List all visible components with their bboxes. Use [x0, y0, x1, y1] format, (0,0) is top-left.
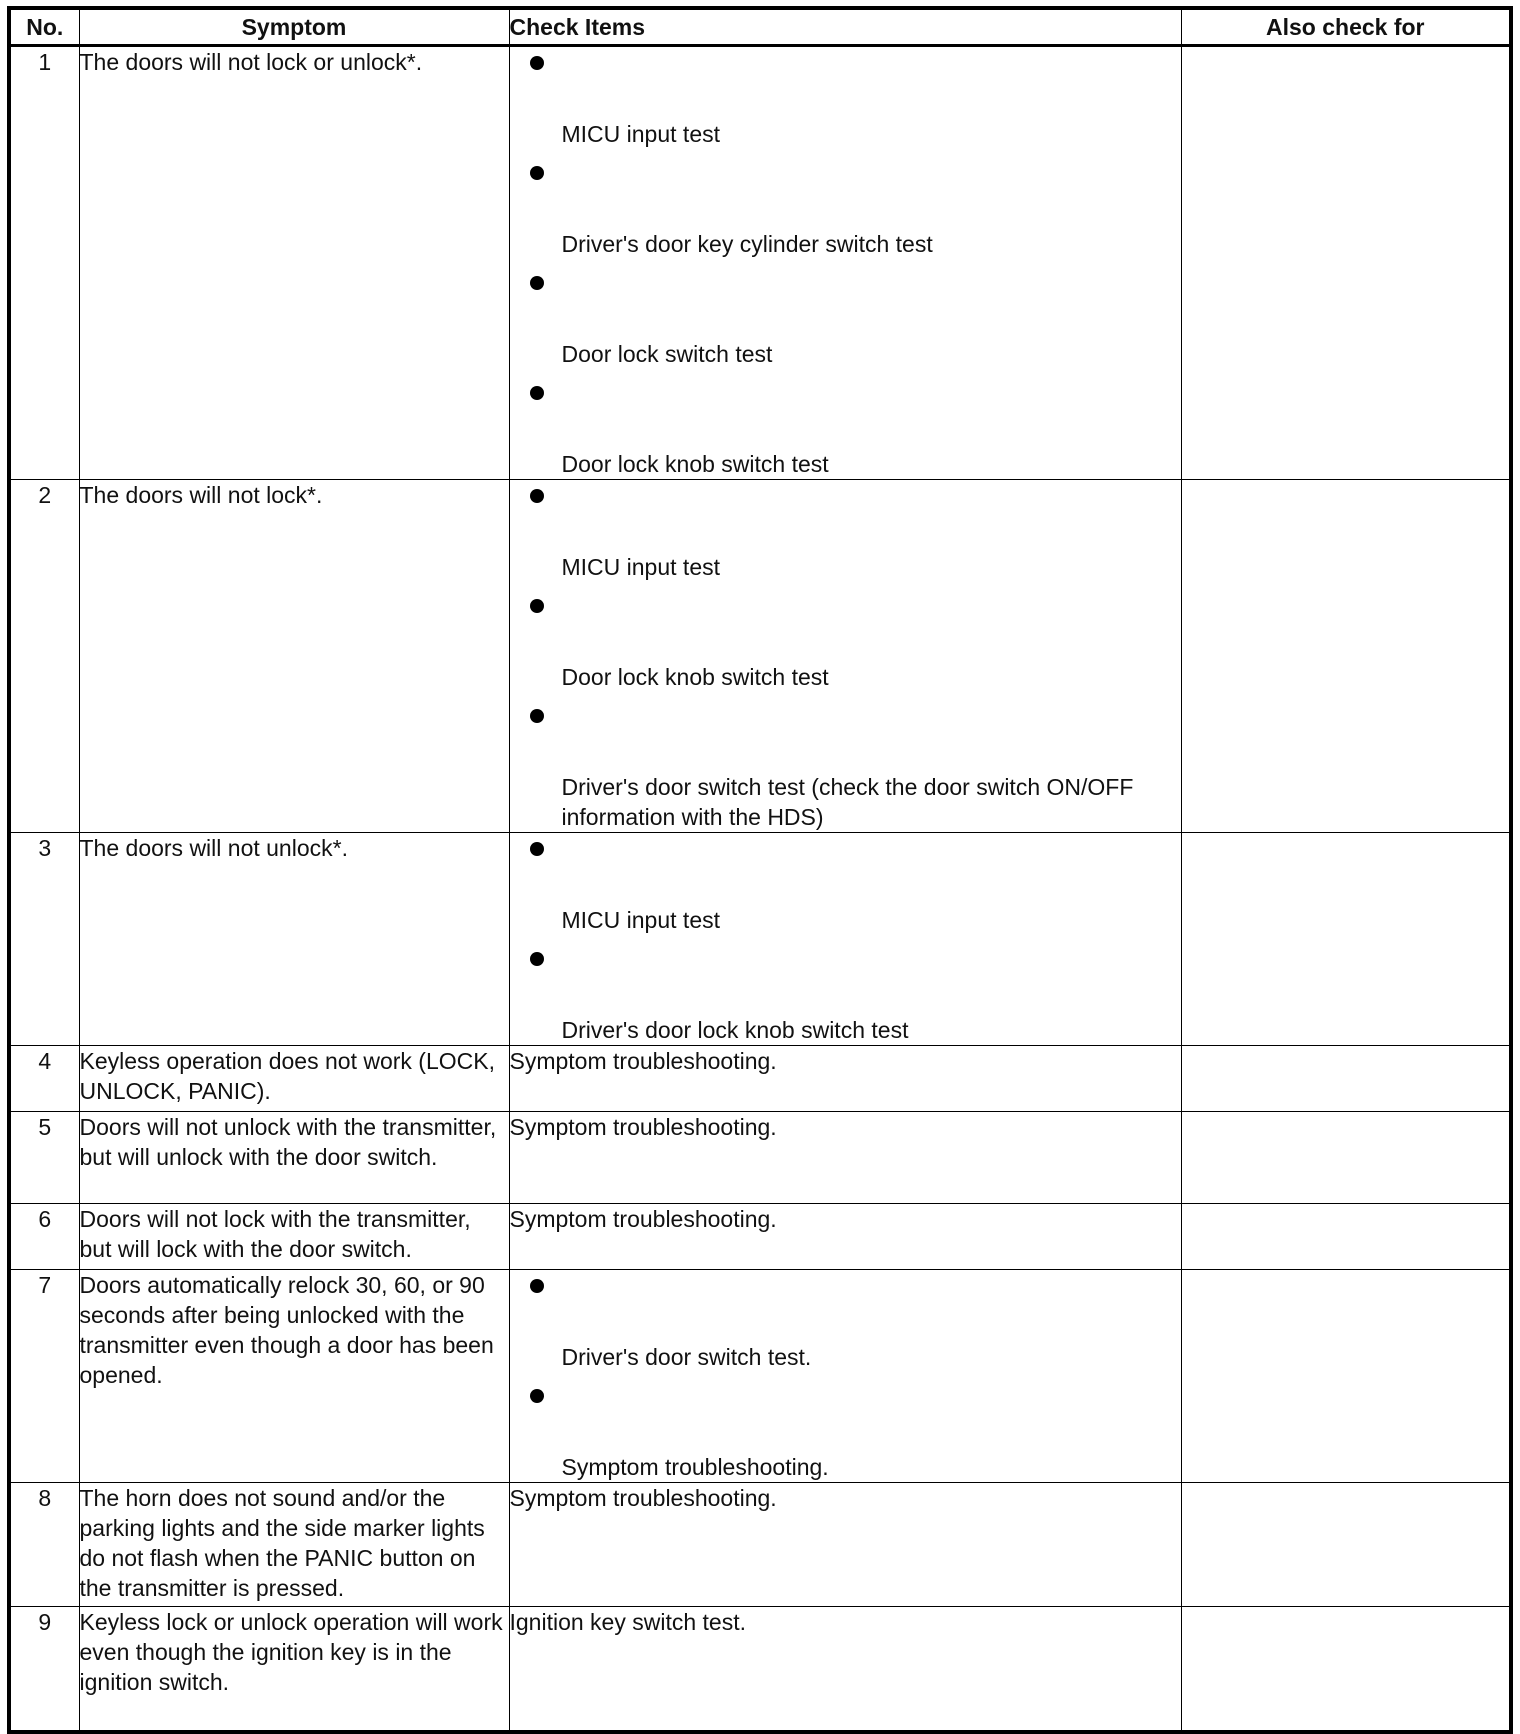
row-number: 3 — [9, 833, 79, 1046]
check-item-text: Driver's door lock knob switch test — [561, 1017, 909, 1043]
also-check-for-cell — [1181, 1483, 1511, 1607]
also-check-for-cell — [1181, 1112, 1511, 1204]
header-also-check-for: Also check for — [1181, 8, 1511, 46]
check-item — [510, 157, 1181, 259]
symptom-cell: Doors will not unlock with the transmitter, but will unlock with the door switch. — [79, 1112, 509, 1204]
row-number: 1 — [9, 46, 79, 480]
check-item — [510, 47, 1181, 149]
header-row — [9, 8, 1511, 46]
also-check-for-cell — [1181, 1204, 1511, 1270]
table-row — [9, 1607, 1511, 1732]
table-row — [9, 1112, 1511, 1204]
row-number: 9 — [9, 1607, 79, 1732]
bullet-icon — [530, 489, 544, 503]
check-items-cell: Symptom troubleshooting. — [509, 1046, 1181, 1112]
check-item — [510, 1380, 1181, 1482]
symptom-cell: The doors will not lock*. — [79, 480, 509, 833]
bullet-line — [510, 1380, 1181, 1452]
row-number: 5 — [9, 1112, 79, 1204]
bullet-icon — [530, 56, 544, 70]
check-item-text: Symptom troubleshooting. — [561, 1454, 829, 1480]
table-row — [9, 1204, 1511, 1270]
symptom-cell: Keyless operation does not work (LOCK, UNLOCK, PANIC). — [79, 1046, 509, 1112]
check-items-cell — [509, 1270, 1181, 1483]
symptom-cell: Doors automatically relock 30, 60, or 90 seconds after being unlocked with the transmitter even though a door has been opened. — [79, 1270, 509, 1483]
troubleshooting-table — [7, 6, 1513, 1734]
check-item-text: Driver's door key cylinder switch test — [561, 231, 933, 257]
bullet-line — [510, 590, 1181, 662]
check-item — [510, 700, 1181, 832]
row-number: 2 — [9, 480, 79, 833]
symptom-cell: The horn does not sound and/or the parking lights and the side marker lights do not flash when the PANIC button on the transmitter is pressed. — [79, 1483, 509, 1607]
bullet-icon — [530, 599, 544, 613]
bullet-icon — [530, 166, 544, 180]
also-check-for-cell — [1181, 1607, 1511, 1732]
bullet-line — [510, 1270, 1181, 1342]
bullet-line — [510, 700, 1181, 772]
also-check-for-cell — [1181, 833, 1511, 1046]
check-items-cell: Symptom troubleshooting. — [509, 1483, 1181, 1607]
check-item-text: Door lock switch test — [561, 341, 773, 367]
also-check-for-cell — [1181, 1270, 1511, 1483]
also-check-for-cell — [1181, 46, 1511, 480]
table-row — [9, 833, 1511, 1046]
bullet-icon — [530, 386, 544, 400]
check-item — [510, 943, 1181, 1045]
symptom-cell: Doors will not lock with the transmitter, but will lock with the door switch. — [79, 1204, 509, 1270]
row-number: 6 — [9, 1204, 79, 1270]
row-number: 8 — [9, 1483, 79, 1607]
symptom-cell: Keyless lock or unlock operation will work even though the ignition key is in the ignition switch. — [79, 1607, 509, 1732]
check-items-cell: Symptom troubleshooting. — [509, 1204, 1181, 1270]
header-no: No. — [9, 8, 79, 46]
bullet-icon — [530, 842, 544, 856]
check-item — [510, 590, 1181, 692]
header-symptom: Symptom — [79, 8, 509, 46]
check-item — [510, 377, 1181, 479]
check-item — [510, 1270, 1181, 1372]
bullet-icon — [530, 1279, 544, 1293]
bullet-icon — [530, 952, 544, 966]
symptom-cell: The doors will not unlock*. — [79, 833, 509, 1046]
check-item-text: MICU input test — [561, 121, 720, 147]
bullet-line — [510, 267, 1181, 339]
row-number: 4 — [9, 1046, 79, 1112]
bullet-line — [510, 157, 1181, 229]
check-items-cell: Ignition key switch test. — [509, 1607, 1181, 1732]
check-items-cell — [509, 46, 1181, 480]
row-number: 7 — [9, 1270, 79, 1483]
check-item-text: MICU input test — [561, 907, 720, 933]
check-items-cell: Symptom troubleshooting. — [509, 1112, 1181, 1204]
table-row — [9, 46, 1511, 480]
check-item-text: Driver's door switch test. — [561, 1344, 812, 1370]
check-items-cell — [509, 833, 1181, 1046]
check-items-cell — [509, 480, 1181, 833]
symptom-cell: The doors will not lock or unlock*. — [79, 46, 509, 480]
table-row — [9, 480, 1511, 833]
check-item — [510, 480, 1181, 582]
bullet-line — [510, 943, 1181, 1015]
check-item-text: Door lock knob switch test — [561, 664, 829, 690]
bullet-icon — [530, 276, 544, 290]
header-check-items: Check Items — [509, 8, 1181, 46]
table-row — [9, 1270, 1511, 1483]
check-item-text: MICU input test — [561, 554, 720, 580]
bullet-line — [510, 480, 1181, 552]
also-check-for-cell — [1181, 1046, 1511, 1112]
check-item-text: Door lock knob switch test — [561, 451, 829, 477]
check-item — [510, 267, 1181, 369]
check-item — [510, 833, 1181, 935]
also-check-for-cell — [1181, 480, 1511, 833]
check-item-text: Driver's door switch test (check the door switch ON/OFF information with the HDS) — [561, 774, 1134, 830]
table-row — [9, 1483, 1511, 1607]
bullet-icon — [530, 709, 544, 723]
bullet-icon — [530, 1389, 544, 1403]
table-row — [9, 1046, 1511, 1112]
bullet-line — [510, 47, 1181, 119]
bullet-line — [510, 833, 1181, 905]
bullet-line — [510, 377, 1181, 449]
